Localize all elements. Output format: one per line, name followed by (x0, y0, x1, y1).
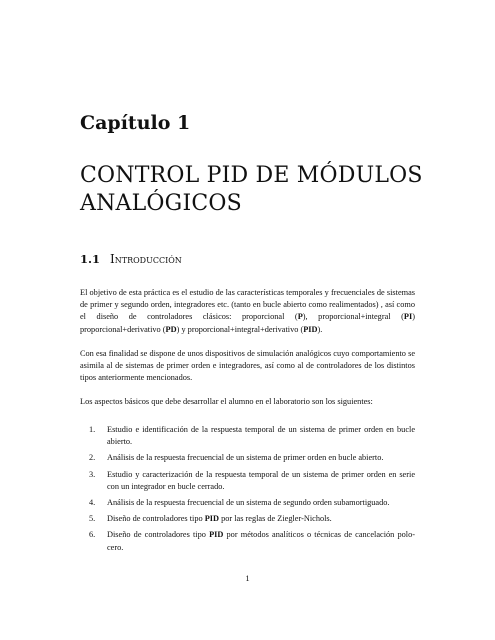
aspects-list (80, 424, 415, 558)
paragraph-text: ), proporcional+integral ( (302, 312, 404, 322)
list-item-text: por métodos analíticos o técnicas de cancelación polo-cero. (107, 530, 415, 552)
chapter-label: Capítulo 1 (80, 112, 191, 134)
term-pid: PID (303, 324, 318, 334)
list-item-text: Diseño de controladores tipo (107, 530, 210, 540)
list-item-text: Estudio e identificación de la respuesta temporal de un sistema de primer orden en bucle abierto. (107, 425, 415, 447)
paragraph-text: ) proporcional+derivativo ( (80, 312, 415, 334)
term-pd: PD (165, 324, 177, 334)
term-p: P (297, 312, 303, 322)
page-number: 1 (245, 573, 250, 583)
list-item-text: Análisis de la respuesta frecuencial de un sistema de segundo orden subamortiguado. (107, 498, 390, 508)
chapter-title-line-2: ANALÓGICOS (80, 191, 242, 216)
list-item (80, 469, 415, 493)
list-item-number: 6. (89, 530, 96, 540)
list-item-text: Análisis de la respuesta frecuencial de un sistema de primer orden en bucle abierto. (107, 453, 384, 463)
list-item (80, 452, 415, 464)
list-item (80, 497, 415, 509)
section-name: Introducción (110, 252, 182, 266)
list-item (80, 513, 415, 525)
paragraph-text: El objetivo de esta práctica es el estudio de las características temporales y frecuenciales de sistemas de primer y segundo orden, integradores etc. (tanto en bucle abierto como realimentados) , así como el diseño de controladores clásicos: proporcional ( (80, 288, 415, 322)
section-heading (80, 252, 182, 266)
list-item-number: 3. (89, 469, 96, 479)
list-item-number: 4. (89, 498, 96, 508)
chapter-title-line-1: CONTROL PID DE MÓDULOS (80, 163, 423, 188)
list-item-number: 5. (89, 514, 96, 524)
paragraph-text: ) y proporcional+integral+derivativo ( (176, 324, 304, 334)
list-item-text: Estudio y caracterización de la respuesta temporal de un sistema de primer orden en serie con un integrador en bucle cerrado. (107, 469, 415, 491)
paragraph-devices: Con esa finalidad se dispone de unos dispositivos de simulación analógicos cuyo comportamiento se asimila al de sistemas de primer orden e integradores, así como al de controladores de los distintos tipos anteriormente mencionados. (80, 349, 415, 383)
term-pid: PID (204, 514, 219, 524)
chapter-title (80, 162, 460, 218)
term-pi: PI (403, 312, 413, 322)
list-item-number: 2. (89, 453, 96, 463)
list-item-number: 1. (89, 425, 96, 434)
term-pid: PID (209, 530, 224, 540)
paragraph-objective (80, 287, 415, 336)
list-item-text: por las reglas de Ziegler-Nichols. (219, 514, 332, 524)
list-item (80, 529, 415, 553)
paragraph-aspects: Los aspectos básicos que debe desarrollar el alumno en el laboratorio son los siguientes: (80, 397, 373, 406)
section-number: 1.1 (80, 252, 101, 266)
list-item-text: Diseño de controladores tipo (107, 514, 205, 524)
list-item (80, 424, 415, 448)
paragraph-text: ). (317, 324, 323, 334)
